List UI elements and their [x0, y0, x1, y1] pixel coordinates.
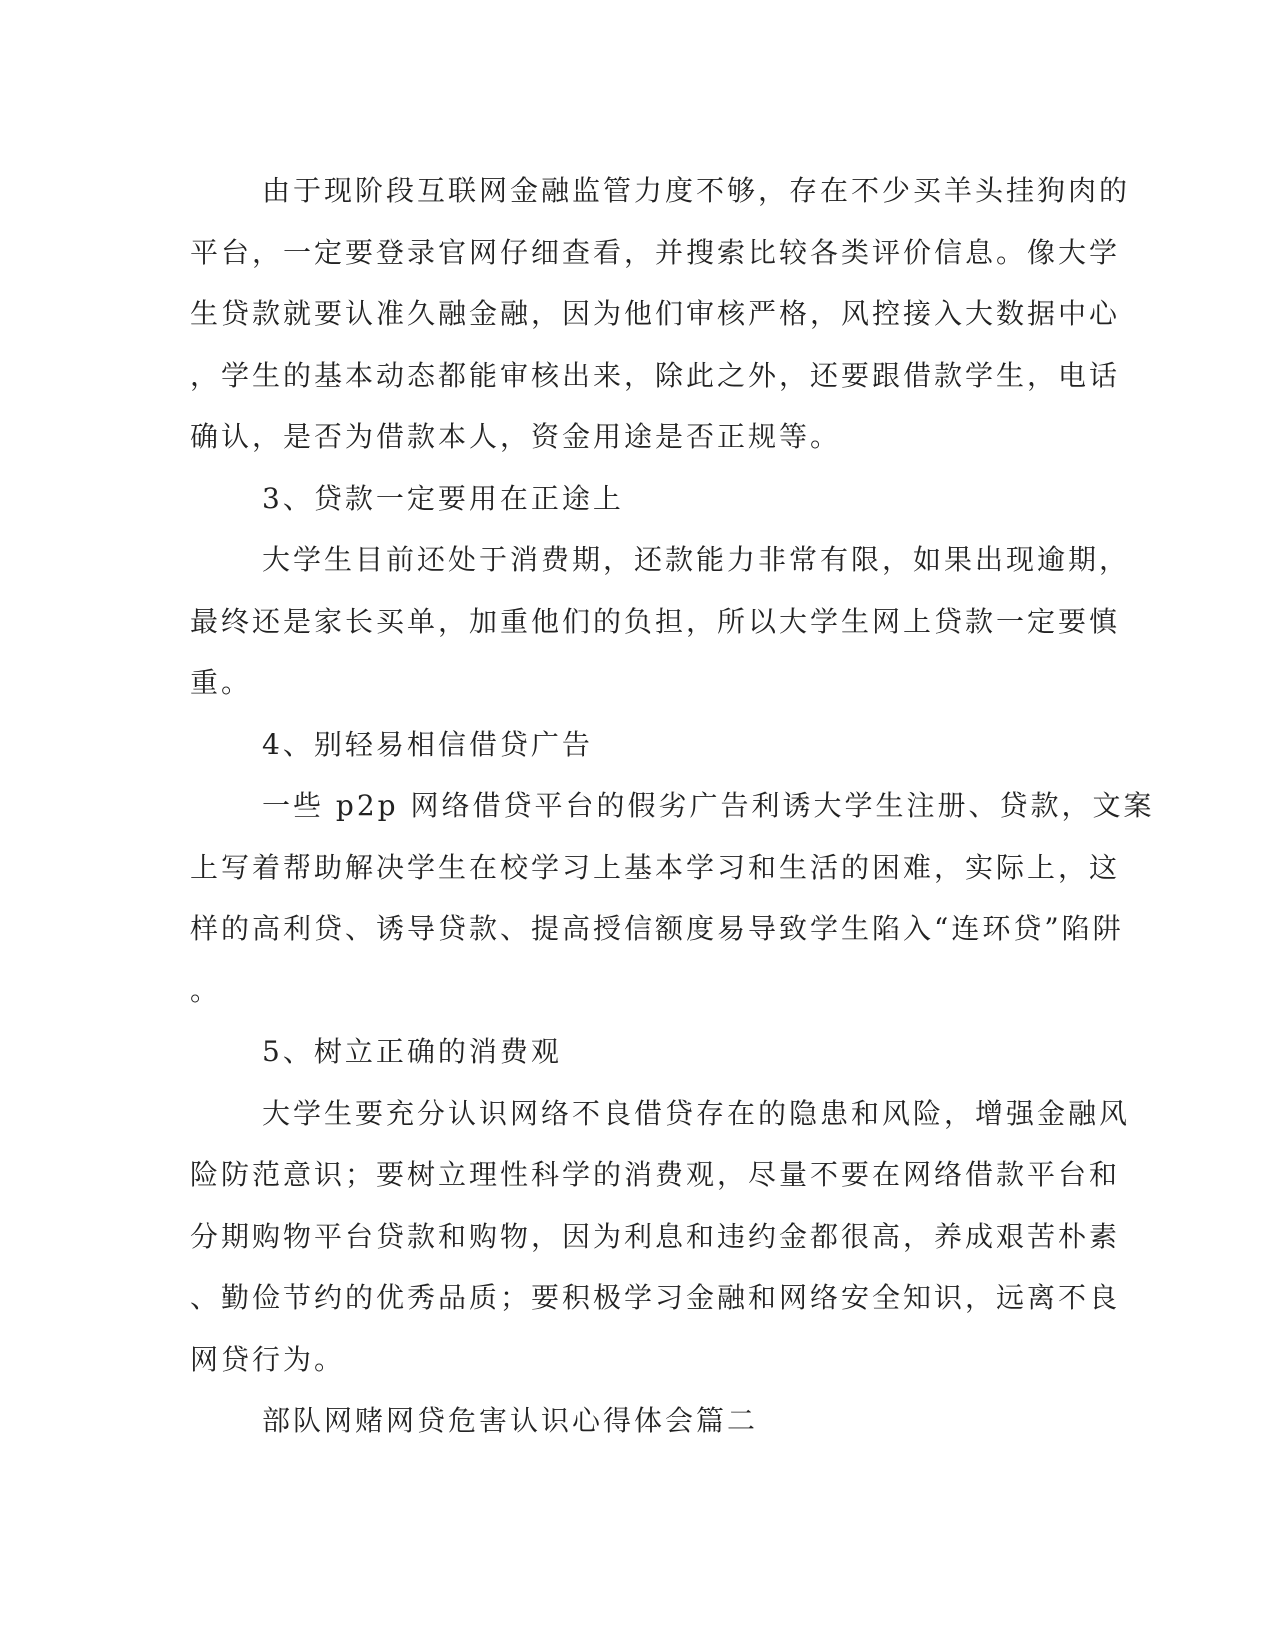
paragraph-line: 最终还是家长买单，加重他们的负担，所以大学生网上贷款一定要慎	[190, 604, 1121, 638]
paragraph-line: 由于现阶段互联网金融监管力度不够，存在不少买羊头挂狗肉的	[262, 174, 1131, 207]
paragraph-line: 平台，一定要登录官网仔细查看，并搜索比较各类评价信息。像大学	[190, 235, 1121, 269]
paragraph-line: 、勤俭节约的优秀品质；要积极学习金融和网络安全知识，远离不良	[190, 1281, 1121, 1314]
paragraph-line: 大学生要充分认识网络不良借贷存在的隐患和风险，增强金融风	[262, 1096, 1131, 1130]
paragraph-line: 样的高利贷、诱导贷款、提高授信额度易导致学生陷入“连环贷”陷阱	[190, 912, 1124, 945]
paragraph-line: 。	[190, 973, 222, 1007]
paragraph-line: 分期购物平台贷款和购物，因为利息和违约金都很高，养成艰苦朴素	[190, 1219, 1121, 1253]
paragraph-line: 上写着帮助解决学生在校学习上基本学习和生活的困难，实际上，这	[190, 850, 1121, 884]
article-title: 部队网赌网贷危害认识心得体会篇二	[262, 1404, 759, 1437]
paragraph-line: 重。	[190, 666, 253, 699]
paragraph-line: 生贷款就要认准久融金融，因为他们审核严格，风控接入大数据中心	[190, 297, 1121, 330]
section-heading: 4、别轻易相信借贷广告	[262, 727, 593, 761]
paragraph-line: 一些 p2p 网络借贷平台的假劣广告利诱大学生注册、贷款，文案	[262, 789, 1155, 822]
paragraph-line: ，学生的基本动态都能审核出来，除此之外，还要跟借款学生，电话	[190, 358, 1121, 392]
paragraph-line: 确认，是否为借款本人，资金用途是否正规等。	[190, 420, 842, 453]
paragraph-line: 大学生目前还处于消费期，还款能力非常有限，如果出现逾期，	[262, 543, 1131, 576]
section-heading: 5、树立正确的消费观	[262, 1035, 562, 1068]
paragraph-line: 险防范意识；要树立理性科学的消费观，尽量不要在网络借款平台和	[190, 1158, 1121, 1191]
section-heading: 3、贷款一定要用在正途上	[262, 481, 624, 515]
document-body	[190, 160, 1155, 1452]
paragraph-line: 网贷行为。	[190, 1342, 346, 1376]
